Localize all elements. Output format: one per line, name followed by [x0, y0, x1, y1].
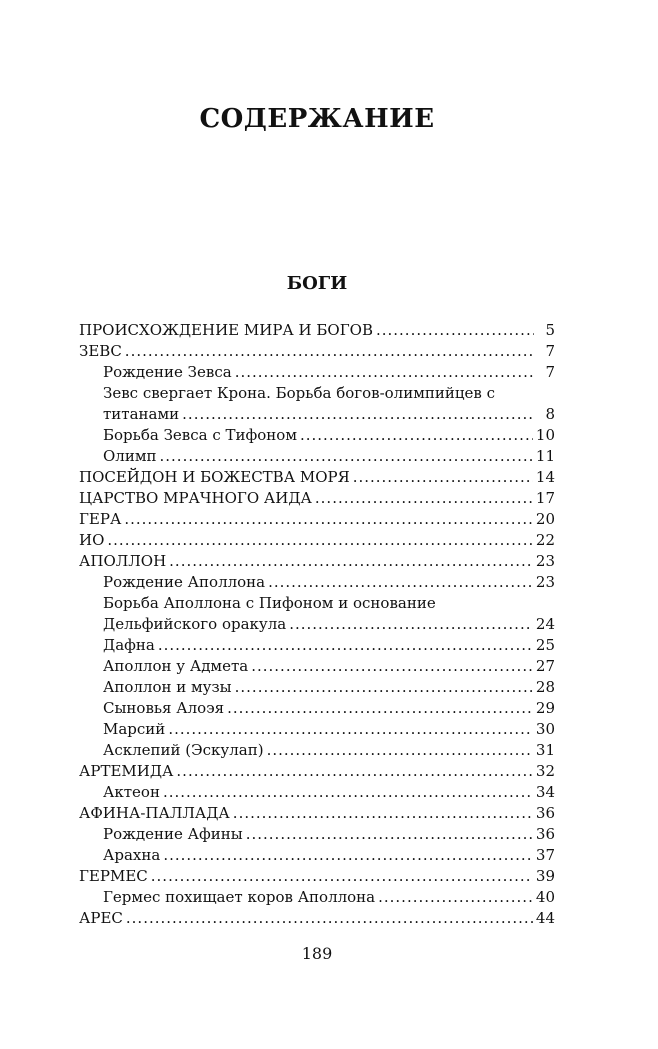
toc-subentry[interactable] [79, 446, 555, 467]
toc-entry-label: Рождение Зевса [103, 363, 232, 381]
dot-leader [235, 677, 533, 698]
dot-leader [376, 320, 534, 341]
toc-entry-label: ГЕРА [79, 510, 122, 528]
dot-leader [378, 887, 533, 908]
toc-entry-page: 25 [535, 636, 555, 654]
toc-subentry-line[interactable] [79, 593, 555, 614]
toc-entry-page: 23 [535, 552, 555, 570]
toc-entry-page: 32 [535, 762, 555, 780]
toc-entry-label: Сыновья Алоэя [103, 699, 225, 717]
toc-entry-page: 24 [535, 615, 555, 633]
toc-subentry[interactable] [79, 845, 555, 866]
toc-entry-page: 11 [535, 447, 555, 465]
toc-entry[interactable] [79, 509, 555, 530]
toc-subentry[interactable] [79, 362, 555, 383]
dot-leader [251, 656, 533, 677]
toc-entry-label: Арахна [103, 846, 161, 864]
toc-entry-label: ЦАРСТВО МРАЧНОГО АИДА [79, 489, 312, 507]
toc-entry-label: Асклепий (Эскулап) [103, 741, 264, 759]
toc-entry[interactable] [79, 866, 555, 887]
dot-leader [227, 698, 533, 719]
dot-leader [300, 425, 533, 446]
toc-subentry[interactable] [79, 614, 555, 635]
toc-entry-label: Дафна [103, 636, 155, 654]
toc-entry-label: Аполлон у Адмета [103, 657, 249, 675]
toc-entry-page: 39 [535, 867, 555, 885]
toc-subentry-line[interactable] [79, 383, 555, 404]
toc-entry[interactable] [79, 341, 555, 362]
toc-subentry[interactable] [79, 698, 555, 719]
dot-leader [233, 803, 533, 824]
dot-leader [267, 740, 533, 761]
toc-entry-page: 36 [535, 804, 555, 822]
dot-leader [107, 530, 533, 551]
toc-subentry[interactable] [79, 824, 555, 845]
dot-leader [289, 614, 533, 635]
toc-entry-page: 14 [535, 468, 555, 486]
toc-entry-label: Рождение Афины [103, 825, 243, 843]
toc-entry-label: Борьба Аполлона с Пифоном и основание [103, 594, 436, 612]
toc-entry-label: Гермес похищает коров Аполлона [103, 888, 376, 906]
dot-leader [169, 551, 533, 572]
toc-entry-label: ПОСЕЙДОН И БОЖЕСТВА МОРЯ [79, 468, 350, 486]
toc-entry-page: 29 [535, 699, 555, 717]
toc-entry-page: 36 [535, 825, 555, 843]
toc-entry-page: 17 [535, 489, 555, 507]
toc-entry-label: Аполлон и музы [103, 678, 232, 696]
toc-entry-label: Дельфийского оракула [103, 615, 287, 633]
toc-entry[interactable] [79, 467, 555, 488]
toc-entry-label: АРЕС [79, 909, 123, 927]
dot-leader [168, 719, 533, 740]
toc-entry-label: АРТЕМИДА [79, 762, 174, 780]
dot-leader [163, 782, 533, 803]
toc-entry-page: 44 [535, 909, 555, 927]
toc-entry-page: 30 [535, 720, 555, 738]
toc-entry-page: 22 [535, 531, 555, 549]
toc-entry-page: 40 [535, 888, 555, 906]
dot-leader [125, 341, 534, 362]
toc-entry-page: 7 [545, 342, 555, 360]
toc-subentry[interactable] [79, 887, 555, 908]
page-title: СОДЕРЖАНИЕ [199, 104, 435, 134]
toc-entry[interactable] [79, 551, 555, 572]
toc-entry-page: 7 [545, 363, 555, 381]
toc-subentry[interactable] [79, 740, 555, 761]
toc-entry-label: АФИНА-ПАЛЛАДА [79, 804, 230, 822]
toc-entry-page: 27 [535, 657, 555, 675]
toc-entry-page: 5 [545, 321, 555, 339]
toc-entry-page: 10 [535, 426, 555, 444]
toc-entry[interactable] [79, 803, 555, 824]
toc-entry[interactable] [79, 320, 555, 341]
toc-entry-page: 37 [535, 846, 555, 864]
toc-subentry[interactable] [79, 719, 555, 740]
toc-entry-label: Рождение Аполлона [103, 573, 266, 591]
dot-leader [151, 866, 533, 887]
toc-subentry[interactable] [79, 656, 555, 677]
dot-leader [163, 845, 533, 866]
dot-leader [246, 824, 533, 845]
toc-entry-page: 28 [535, 678, 555, 696]
toc-entry-label: ГЕРМЕС [79, 867, 148, 885]
toc-entry-label: Олимп [103, 447, 157, 465]
toc-subentry[interactable] [79, 425, 555, 446]
toc-entry-label: Марсий [103, 720, 166, 738]
dot-leader [353, 467, 533, 488]
toc-entry-label: АПОЛЛОН [79, 552, 167, 570]
toc-entry-label: ПРОИСХОЖДЕНИЕ МИРА И БОГОВ [79, 321, 373, 339]
toc-entry-page: 34 [535, 783, 555, 801]
toc-entry-label: ЗЕВС [79, 342, 122, 360]
toc-entry-label: титанами [103, 405, 180, 423]
dot-leader [124, 509, 533, 530]
dot-leader [268, 572, 533, 593]
toc-entry[interactable] [79, 761, 555, 782]
dot-leader [235, 362, 534, 383]
table-of-contents [79, 320, 555, 929]
toc-entry-label: ИО [79, 531, 105, 549]
toc-entry[interactable] [79, 908, 555, 929]
toc-entry-page: 20 [535, 510, 555, 528]
dot-leader [126, 908, 533, 929]
dot-leader [158, 635, 533, 656]
toc-entry-page: 8 [545, 405, 555, 423]
toc-subentry[interactable] [79, 635, 555, 656]
toc-entry-page: 31 [535, 741, 555, 759]
section-heading: БОГИ [286, 273, 348, 294]
toc-subentry[interactable] [79, 572, 555, 593]
toc-subentry[interactable] [79, 404, 555, 425]
toc-entry-label: Зевс свергает Крона. Борьба богов-олимпийцев с [103, 384, 496, 402]
toc-entry[interactable] [79, 488, 555, 509]
toc-entry-page: 23 [535, 573, 555, 591]
dot-leader [160, 446, 533, 467]
toc-subentry[interactable] [79, 782, 555, 803]
page-number: 189 [301, 944, 333, 963]
toc-entry[interactable] [79, 530, 555, 551]
dot-leader [315, 488, 533, 509]
dot-leader [182, 404, 534, 425]
toc-entry-label: Борьба Зевса с Тифоном [103, 426, 297, 444]
toc-subentry[interactable] [79, 677, 555, 698]
dot-leader [176, 761, 533, 782]
toc-entry-label: Актеон [103, 783, 160, 801]
